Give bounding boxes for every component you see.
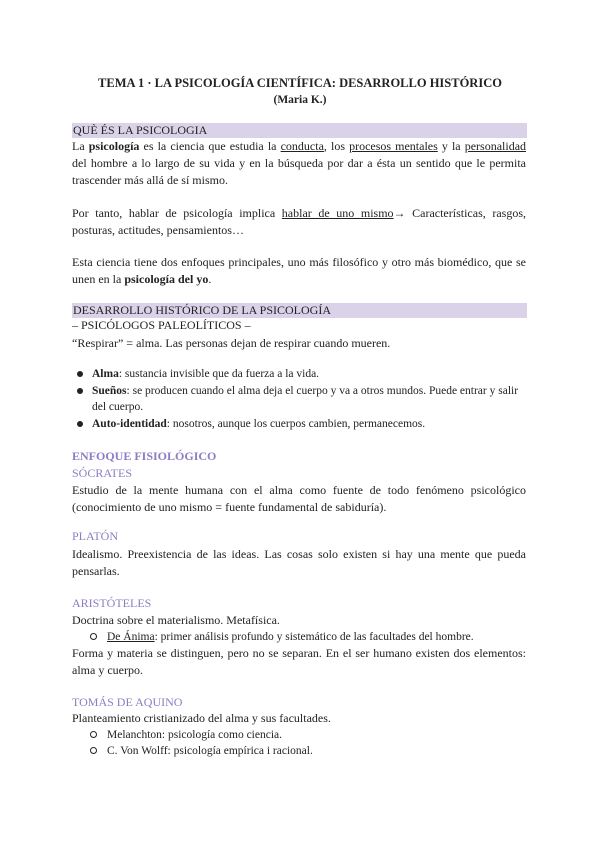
bullet-auto-identidad: Auto-identidad: nosotros, aunque los cuerpos cambien, permanecemos. [92, 416, 526, 432]
circle-bullet-icon [90, 731, 97, 738]
bullet-dot-icon [77, 388, 83, 394]
sub-bullet-de-anima: De Ánima: primer análisis profundo y sistemático de las facultades del hombre. [107, 629, 526, 645]
sub-bullet-melanchton: Melanchton: psicología como ciencia. [107, 727, 526, 743]
paragraph-forma-materia: Forma y materia se distinguen, pero no se separan. En el ser humano existen dos elementos: alma y cuerpo. [72, 646, 526, 677]
document-title: TEMA 1 · LA PSICOLOGÍA CIENTÍFICA: DESARROLLO HISTÓRICO [98, 76, 502, 90]
heading-aristoteles: ARISTÓTELES [72, 596, 152, 610]
section-heading-fisiologico: ENFOQUE FISIOLÓGICO [72, 449, 217, 463]
paragraph-platon: Idealismo. Preexistencia de las ideas. Las cosas solo existen si hay una mente que pueda pensarlas. [72, 547, 526, 578]
circle-bullet-icon [90, 747, 97, 754]
section-heading-desarrollo: DESARROLLO HISTÓRICO DE LA PSICOLOGÍA [72, 303, 527, 318]
line-respirar: “Respirar” = alma. Las personas dejan de respirar cuando mueren. [72, 336, 391, 350]
bullet-alma: Alma: sustancia invisible que da fuerza a la vida. [92, 366, 526, 382]
heading-socrates: SÓCRATES [72, 466, 133, 480]
paragraph-socrates: Estudio de la mente humana con el alma como fuente de todo fenómeno psicológico (conocimiento de uno mismo = fuente fundamental de sabiduría). [72, 483, 526, 514]
heading-tomas: TOMÁS DE AQUINO [72, 695, 183, 709]
document-author: (Maria K.) [273, 94, 327, 106]
circle-bullet-icon [90, 633, 97, 640]
paragraph-enfoques: Esta ciencia tiene dos enfoques principales, uno más filosófico y otro más biomédico, que se unen en la psicología del yo. [72, 255, 526, 286]
bullet-dot-icon [77, 371, 83, 377]
sub-bullet-wolff: C. Von Wolff: psicología empírica i racional. [107, 743, 526, 759]
bullet-dot-icon [77, 421, 83, 427]
line-planteamiento: Planteamiento cristianizado del alma y sus facultades. [72, 711, 331, 725]
section-heading-que-es: QUÈ ÉS LA PSICOLOGIA [72, 123, 527, 138]
line-doctrina: Doctrina sobre el materialismo. Metafísica. [72, 613, 280, 627]
paragraph-hablar: Por tanto, hablar de psicología implica hablar de uno mismo→ Características, rasgos, posturas, actitudes, pensamientos… [72, 206, 526, 237]
subheading-paleoliticos: – PSICÓLOGOS PALEOLÍTICOS – [72, 318, 251, 332]
paragraph-definition: La psicología es la ciencia que estudia la conducta, los procesos mentales y la personalidad del hombre a lo largo de su vida y en la búsqueda por dar a ésta un sentido que le permita trascender más allá de sí mismo. [72, 139, 527, 187]
bullet-suenos: Sueños: se producen cuando el alma deja el cuerpo y va a otros mundos. Puede entrar y salir del cuerpo. [92, 383, 526, 415]
heading-platon: PLATÓN [72, 529, 119, 543]
